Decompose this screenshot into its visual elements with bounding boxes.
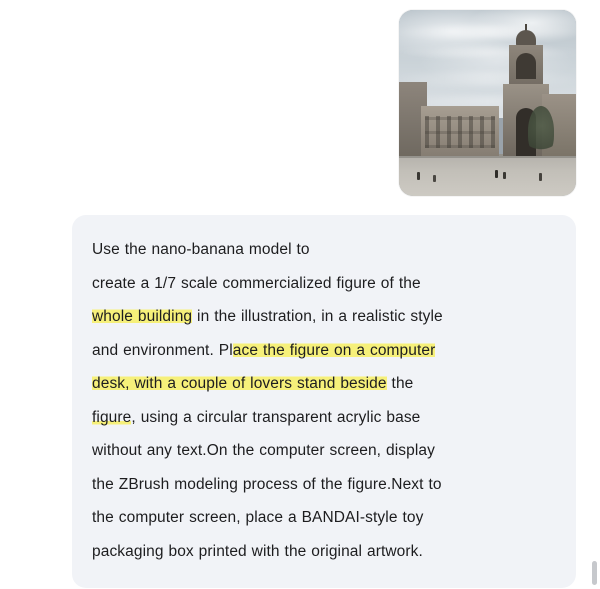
plaza-ground (399, 154, 576, 196)
message-text (92, 233, 556, 568)
message-row (0, 196, 600, 588)
message-text-segment: the (386, 375, 414, 392)
message-text-segment: the ZBrush modeling process of the figure.Next to (92, 475, 442, 493)
message-text-segment: the computer screen, place a BANDAI-style toy (92, 509, 424, 526)
photo-attachment[interactable] (399, 10, 576, 196)
attachment-row (0, 0, 600, 196)
scrollbar-track[interactable] (592, 0, 599, 589)
pedestrian (417, 172, 420, 180)
pedestrian (539, 173, 542, 181)
highlighted-text: figure (92, 408, 132, 426)
tower-cupola (516, 30, 536, 46)
pedestrian (503, 172, 506, 179)
message-text-segment: create a 1/7 scale commercialized figure of the (92, 274, 421, 292)
message-text-segment: Use the nano-banana model to (92, 241, 310, 258)
cloud-band (399, 48, 576, 57)
message-text-segment: and environment. Pl (92, 341, 233, 359)
scrollbar-thumb[interactable] (592, 561, 597, 585)
pedestrian (433, 175, 436, 182)
tower-belfry (509, 45, 543, 85)
message-text-segment: without any text.On the computer screen, display (92, 442, 435, 459)
message-bubble[interactable] (72, 215, 576, 588)
tree-cluster (528, 106, 554, 156)
highlighted-text: desk, with a couple of lovers stand beside (92, 375, 387, 392)
center-building-facade (421, 106, 499, 156)
highlighted-text: whole building (92, 308, 193, 325)
message-text-segment: packaging box printed with the original artwork. (92, 542, 423, 560)
message-text-segment: in the illustration, in a realistic style (192, 308, 443, 325)
message-text-segment: , using a circular transparent acrylic base (131, 408, 421, 426)
cloud-band (399, 26, 576, 38)
highlighted-text: ace the figure on a computer (232, 341, 436, 359)
pedestrian (495, 170, 498, 178)
